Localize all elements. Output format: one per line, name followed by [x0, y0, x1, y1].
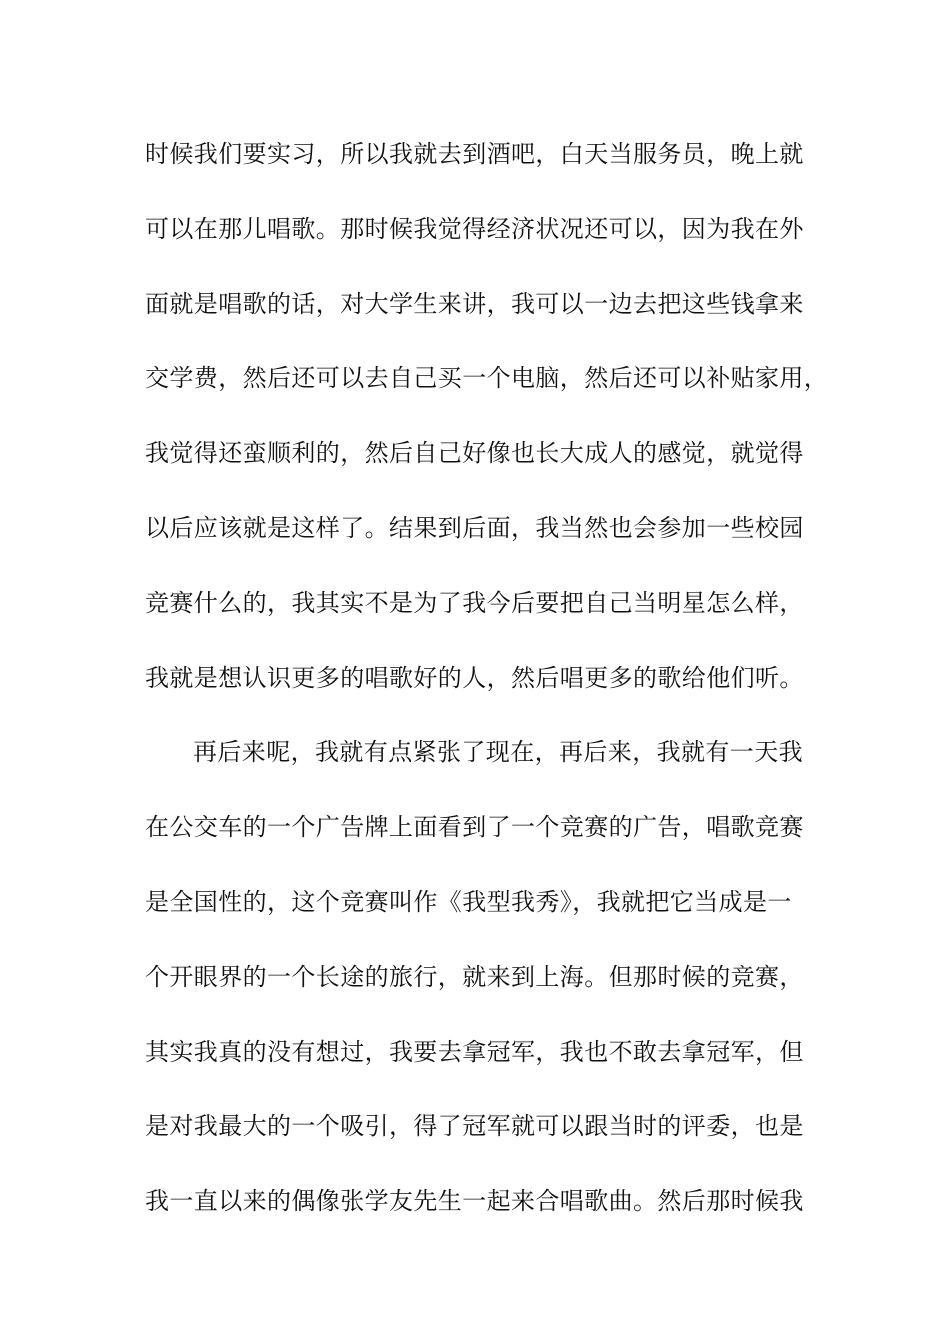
paragraph-start-line: 再后来呢，我就有点紧张了现在，再后来，我就有一天我 — [193, 738, 803, 767]
text-line: 竞赛什么的，我其实不是为了我今后要把自己当明星怎么样， — [145, 588, 804, 617]
text-line: 个开眼界的一个长途的旅行，就来到上海。但那时候的竞赛， — [145, 962, 804, 991]
text-line: 面就是唱歌的话，对大学生来讲，我可以一边去把这些钱拿来 — [145, 289, 804, 318]
text-line: 时候我们要实习，所以我就去到酒吧，白天当服务员，晚上就 — [145, 140, 804, 168]
text-line: 是全国性的，这个竞赛叫作《我型我秀》，我就把它当成是一 — [145, 887, 792, 916]
body-text — [145, 126, 829, 1248]
text-line: 我一直以来的偶像张学友先生一起来合唱歌曲。然后那时候我 — [145, 1187, 804, 1216]
text-line: 我觉得还蛮顺利的，然后自己好像也长大成人的感觉，就觉得 — [145, 439, 804, 468]
text-line: 以后应该就是这样了。结果到后面，我当然也会参加一些校园 — [145, 513, 804, 542]
text-line: 交学费，然后还可以去自己买一个电脑，然后还可以补贴家用， — [145, 364, 829, 393]
text-line: 其实我真的没有想过，我要去拿冠军，我也不敢去拿冠军，但 — [145, 1037, 804, 1066]
text-line: 我就是想认识更多的唱歌好的人，然后唱更多的歌给他们听。 — [145, 663, 804, 692]
text-line: 在公交车的一个广告牌上面看到了一个竞赛的广告，唱歌竞赛 — [145, 813, 804, 842]
text-line: 是对我最大的一个吸引，得了冠军就可以跟当时的评委，也是 — [145, 1112, 804, 1141]
text-line: 可以在那儿唱歌。那时候我觉得经济状况还可以，因为我在外 — [145, 214, 804, 243]
